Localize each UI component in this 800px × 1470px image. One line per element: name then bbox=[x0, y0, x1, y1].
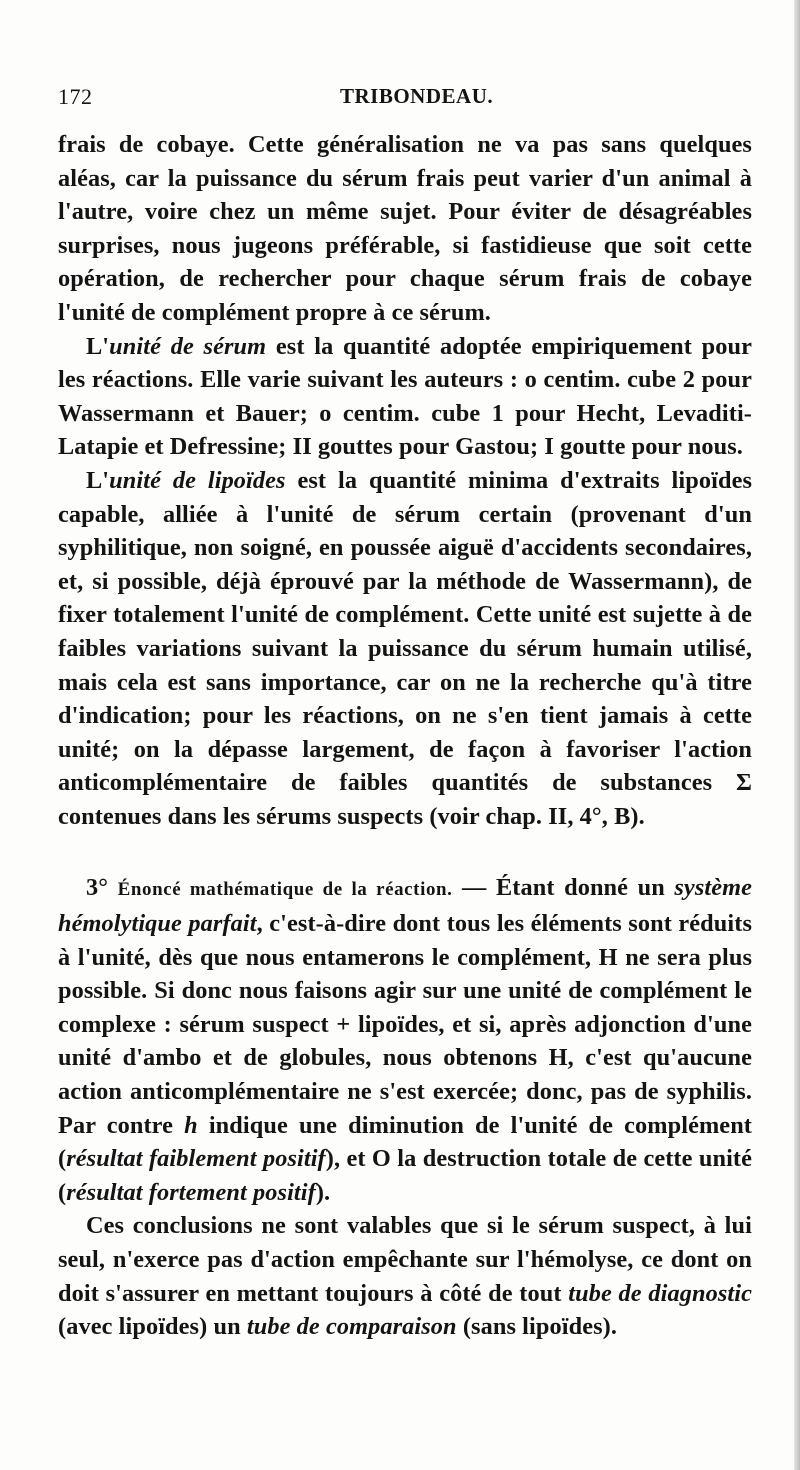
p4-term2: h bbox=[184, 1111, 198, 1139]
p5-term2: tube de comparaison bbox=[246, 1313, 457, 1341]
page-header bbox=[58, 84, 748, 118]
p4-text1: , c'est-à-dire dont tous les éléments sont réduits à l'unité, dès que nous entamerons le complément, H ne sera plus possible. Si donc nous faisons agir sur une unité de complément le complexe : sérum suspect + lipoïdes, et si, après adjonction d'une unité d'ambo et de globules, nous obtenons H, c'est qu'aucune action anticomplémentaire ne s'est exercée; donc, pas de syphilis. Par contre bbox=[58, 910, 752, 1139]
running-head: TRIBONDEAU. bbox=[340, 84, 494, 108]
p4-term4: résultat fortement positif bbox=[66, 1178, 316, 1206]
p3-term: unité de lipoïdes bbox=[109, 466, 286, 494]
body-text bbox=[58, 128, 752, 1344]
paragraph-3 bbox=[58, 464, 752, 834]
p4-term1: système hémolytique parfait bbox=[58, 874, 752, 938]
paragraph-1: frais de cobaye. Cette généralisation ne va pas sans quelques aléas, car la puissance du sérum frais peut varier d'un animal à l'autre, voire chez un même sujet. Pour éviter de désagréables surprises, nous jugeons préférable, si fastidieuse que soit cette opération, de rechercher pour chaque sérum frais de cobaye l'unité de complément propre à ce sérum. bbox=[58, 131, 752, 326]
p5-text3: (sans lipoïdes). bbox=[456, 1313, 617, 1341]
paragraph-2 bbox=[58, 330, 752, 464]
paragraph-5 bbox=[58, 1209, 752, 1343]
p3-lead: L' bbox=[86, 466, 110, 494]
section-number: 3° bbox=[86, 874, 109, 902]
p2-rest: est la quantité adoptée empiriquement pour les réactions. Elle varie suivant les auteurs : o centim. cube 2 pour Wassermann et Bauer; o centim. cube 1 pour Hecht, Levaditi-Latapie et Defressine; II gouttes pour Gastou; I goutte pour nous. bbox=[58, 332, 752, 461]
p5-term1: tube de diagnostic bbox=[568, 1279, 752, 1307]
p4-text4: ). bbox=[315, 1178, 331, 1206]
section-heading: Énoncé mathématique de la réaction. bbox=[117, 879, 453, 901]
page-number: 172 bbox=[58, 84, 93, 109]
p4-text2: indique une diminution de l'unité de complément ( bbox=[58, 1111, 752, 1173]
p2-term: unité de sérum bbox=[109, 332, 267, 360]
p3-rest: est la quantité minima d'extraits lipoïdes capable, alliée à l'unité de sérum certain (provenant d'un syphilitique, non soigné, en poussée aiguë d'accidents secondaires, et, si possible, déjà éprouvé par la méthode de Wassermann), de fixer totalement l'unité de complément. Cette unité est sujette à de faibles variations suivant la puissance du sérum humain utilisé, mais cela est sans importance, car on ne la recherche qu'à titre d'indication; pour les réactions, on ne s'en tient jamais à cette unité; on la dépasse largement, de façon à favoriser l'action anticomplémentaire de faibles quantités de substances Σ contenues dans les sérums suspects (voir chap. II, 4°, B). bbox=[58, 466, 753, 830]
p5-text1: Ces conclusions ne sont valables que si le sérum suspect, à lui seul, n'exerce pas d'action empêchante sur l'hémolyse, ce dont on doit s'assurer en mettant toujours à côté de tout bbox=[58, 1212, 752, 1307]
p4-term3: résultat faiblement positif bbox=[66, 1145, 326, 1173]
page-edge-shadow bbox=[794, 0, 800, 1470]
paragraph-4 bbox=[58, 871, 752, 1209]
p5-text2: (avec lipoïdes) un bbox=[58, 1313, 247, 1341]
p4-dash: — Étant donné un bbox=[452, 874, 675, 902]
p4-text3: ), et O la destruction totale de cette unité ( bbox=[58, 1145, 752, 1206]
p2-lead: L' bbox=[86, 332, 110, 360]
